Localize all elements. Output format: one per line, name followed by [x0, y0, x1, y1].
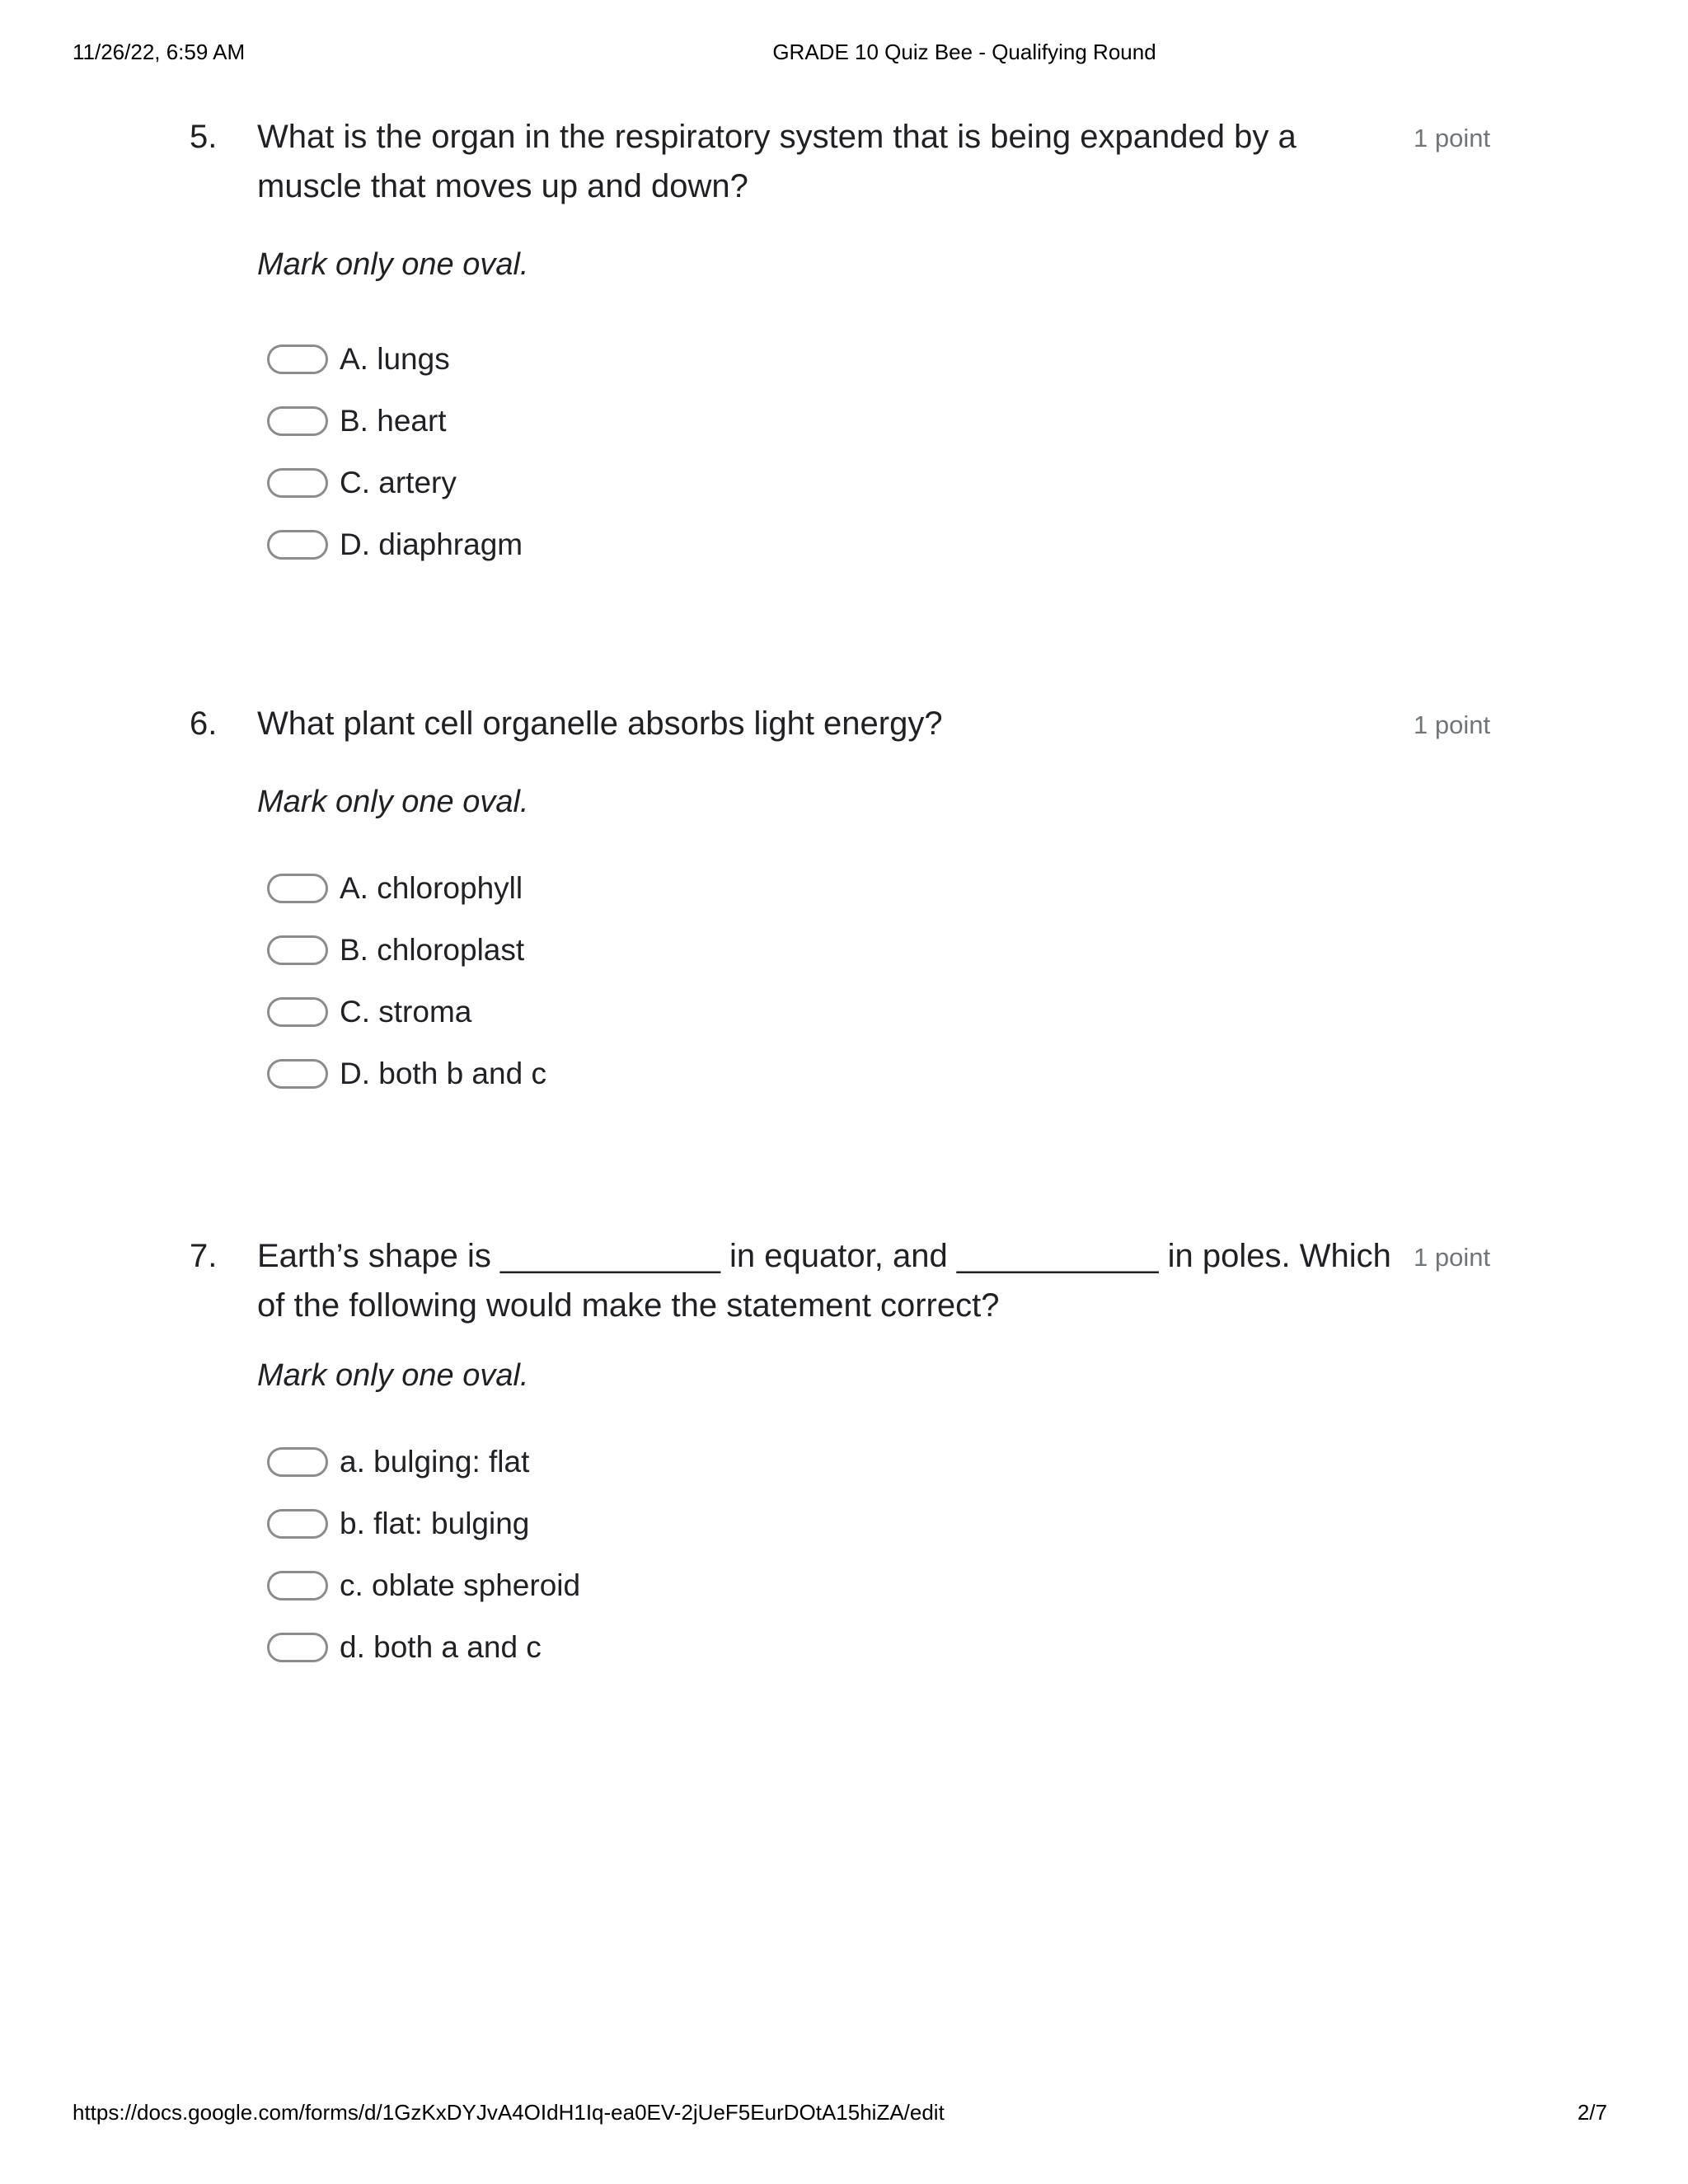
radio-oval[interactable]: [267, 530, 328, 560]
question-instruction: Mark only one oval.: [257, 247, 529, 282]
form-title: GRADE 10 Quiz Bee - Qualifying Round: [772, 40, 1156, 64]
question-points: 1 point: [1414, 124, 1491, 152]
option-5c[interactable]: [267, 458, 457, 508]
radio-oval[interactable]: [267, 406, 328, 436]
radio-oval[interactable]: [267, 1509, 328, 1539]
option-7b[interactable]: [267, 1499, 529, 1549]
question-text: What plant cell organelle absorbs light energy?: [257, 705, 943, 742]
option-label: c. oblate spheroid: [340, 1568, 581, 1602]
option-7a[interactable]: [267, 1437, 529, 1487]
question-number: 7.: [190, 1238, 218, 1274]
radio-oval[interactable]: [267, 874, 328, 903]
option-label: B. chloroplast: [340, 933, 525, 967]
question-instruction: Mark only one oval.: [257, 1358, 529, 1393]
print-datetime: 11/26/22, 6:59 AM: [73, 40, 246, 64]
option-7c[interactable]: [267, 1561, 580, 1610]
option-label: d. both a and c: [340, 1630, 542, 1664]
option-label: B. heart: [340, 404, 447, 438]
question-points: 1 point: [1414, 710, 1491, 739]
radio-oval[interactable]: [267, 1633, 328, 1662]
radio-oval[interactable]: [267, 997, 328, 1027]
option-label: A. chlorophyll: [340, 871, 523, 905]
option-label: A. lungs: [340, 342, 450, 376]
question-number: 5.: [190, 119, 218, 155]
question-number: 6.: [190, 705, 218, 742]
radio-oval[interactable]: [267, 1059, 328, 1089]
question-text: Earth’s shape is ____________ in equator, and ___________ in poles. Which of the following would make the statement correct?: [257, 1238, 1391, 1324]
radio-oval[interactable]: [267, 468, 328, 498]
radio-oval[interactable]: [267, 935, 328, 965]
page-url: https://docs.google.com/forms/d/1GzKxDYJvA4OIdH1Iq-ea0EV-2jUeF5EurDOtA15hiZA/edit: [73, 2100, 945, 2125]
option-label: D. both b and c: [340, 1057, 546, 1090]
option-6d[interactable]: [267, 1049, 546, 1099]
option-6b[interactable]: [267, 926, 524, 975]
question-instruction: Mark only one oval.: [257, 785, 529, 819]
radio-oval[interactable]: [267, 344, 328, 374]
option-5b[interactable]: [267, 396, 447, 446]
option-label: C. artery: [340, 466, 457, 499]
option-5a[interactable]: [267, 335, 450, 384]
option-label: b. flat: bulging: [340, 1507, 530, 1540]
question-points: 1 point: [1414, 1243, 1491, 1272]
option-label: a. bulging: flat: [340, 1445, 530, 1479]
radio-oval[interactable]: [267, 1447, 328, 1477]
option-7d[interactable]: [267, 1623, 542, 1672]
option-6c[interactable]: [267, 987, 471, 1037]
radio-oval[interactable]: [267, 1571, 328, 1601]
option-5d[interactable]: [267, 520, 523, 569]
option-label: D. diaphragm: [340, 527, 523, 561]
page-number: 2/7: [1577, 2100, 1607, 2125]
question-text: What is the organ in the respiratory system that is being expanded by a muscle that moves up and down?: [257, 119, 1296, 204]
option-label: C. stroma: [340, 995, 472, 1029]
option-6a[interactable]: [267, 864, 523, 913]
